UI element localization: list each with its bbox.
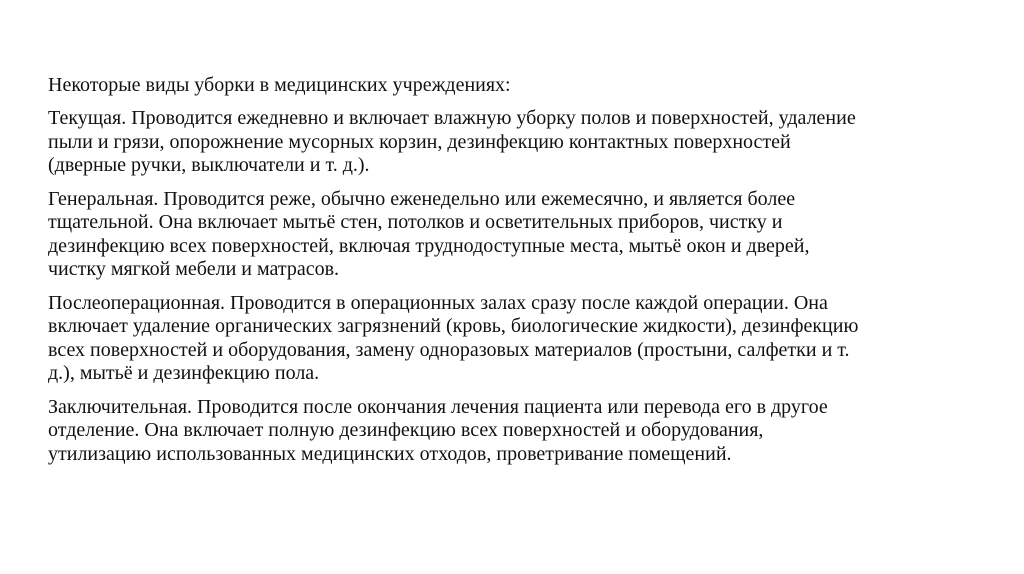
paragraph-line: пыли и грязи, опорожнение мусорных корзин, дезинфекцию контактных поверхностей <box>48 130 791 153</box>
paragraph-line: чистку мягкой мебели и матрасов. <box>48 258 340 280</box>
slide-content <box>48 74 968 476</box>
paragraph-line: Заключительная. Проводится после окончания лечения пациента или перевода его в другое <box>48 395 828 418</box>
paragraph-general-cleaning <box>48 188 968 282</box>
paragraph-line: Генеральная. Проводится реже, обычно еженедельно или ежемесячно, и является более <box>48 187 796 210</box>
paragraph-line: отделение. Она включает полную дезинфекцию всех поверхностей и оборудования, <box>48 419 764 441</box>
paragraph-line: Текущая. Проводится ежедневно и включает влажную уборку полов и поверхностей, удаление <box>48 107 856 129</box>
paragraph-postoperative-cleaning <box>48 292 968 386</box>
paragraph-line: дезинфекцию всех поверхностей, включая труднодоступные места, мытьё окон и дверей, <box>48 234 810 257</box>
paragraph-line: утилизацию использованных медицинских отходов, проветривание помещений. <box>48 442 732 465</box>
paragraph-line: (дверные ручки, выключатели и т. д.). <box>48 154 370 176</box>
paragraph-current-cleaning <box>48 107 968 178</box>
paragraph-final-cleaning <box>48 396 968 467</box>
paragraph-line: Послеоперационная. Проводится в операционных залах сразу после каждой операции. Она <box>48 291 828 314</box>
intro-text: Некоторые виды уборки в медицинских учреждениях: <box>48 74 511 96</box>
paragraph-line: д.), мытьё и дезинфекцию пола. <box>48 362 320 384</box>
paragraph-line: включает удаление органических загрязнений (кровь, биологические жидкости), дезинфекцию <box>48 315 859 337</box>
paragraph-line: тщательной. Она включает мытьё стен, потолков и осветительных приборов, чистку и <box>48 211 783 233</box>
paragraph-line: всех поверхностей и оборудования, замену одноразовых материалов (простыни, салфетки и т. <box>48 338 850 361</box>
